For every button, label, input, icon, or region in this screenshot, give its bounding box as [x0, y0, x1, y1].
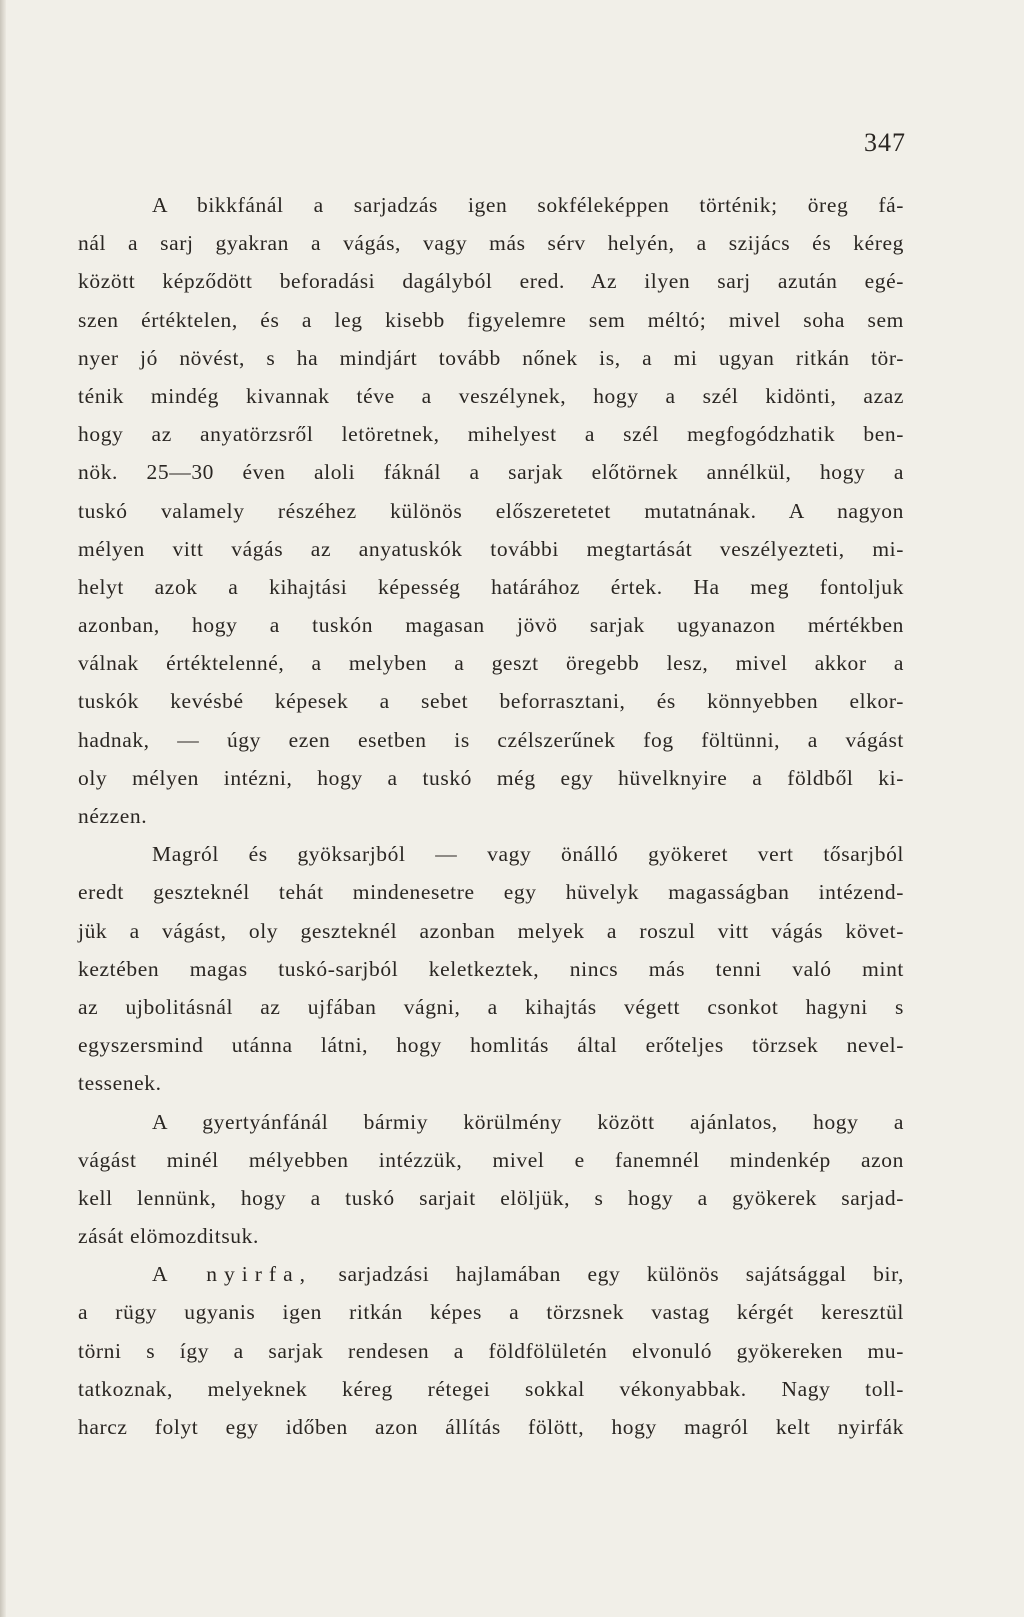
text-line: egyszersmind utánna látni, hogy homlitás által erőteljes törzsek nevel- [78, 1033, 904, 1058]
text-line: hadnak, — úgy ezen esetben is czélszerűnek fog föltünni, a vágást [78, 727, 904, 752]
text-line: zását elömozditsuk. [78, 1224, 259, 1249]
page-body [78, 186, 904, 1446]
text-line: vágást minél mélyebben intézzük, mivel e fanemnél mindenkép azon [78, 1147, 904, 1172]
text-line: nök. 25—30 éven aloli fáknál a sarjak előtörnek annélkül, hogy a [78, 460, 904, 485]
text-line: eredt geszteknél tehát mindenesetre egy hüvelyk magasságban intézend- [78, 880, 904, 905]
text-line: nézzen. [78, 804, 148, 828]
page-edge [0, 0, 6, 1617]
text-line: az ujbolitásnál az ujfában vágni, a kihajtás végett csonkot hagyni s [78, 994, 904, 1019]
text-line: Magról és gyöksarjból — vagy önálló gyökeret vert tősarjból [152, 842, 904, 867]
text-line: szen értéktelen, és a leg kisebb figyelemre sem méltó; mivel soha sem [78, 307, 904, 332]
spaced-word: A nyirfa, [152, 1262, 312, 1287]
text-line: törni s így a sarjak rendesen a földfölületén elvonuló gyökereken mu- [78, 1338, 904, 1363]
text-line: kell lennünk, hogy a tuskó sarjait elöljük, s hogy a gyökerek sarjad- [78, 1185, 904, 1210]
text-line: nál a sarj gyakran a vágás, vagy más sérv helyén, a szijács és kéreg [78, 231, 904, 256]
text-line: helyt azok a kihajtási képesség határához értek. Ha meg fontoljuk [78, 574, 904, 599]
text-line: között képződött beforadási dagályból ered. Az ilyen sarj azután egé- [78, 269, 904, 294]
text-line: tatkoznak, melyeknek kéreg rétegei sokkal vékonyabbak. Nagy toll- [78, 1376, 904, 1401]
text-line [78, 1255, 904, 1293]
text-line-rest: sarjadzási hajlamában egy különös sajátsággal bir, [338, 1262, 904, 1287]
text-line: mélyen vitt vágás az anyatuskók további megtartását veszélyezteti, mi- [78, 536, 904, 561]
text-line: ténik mindég kivannak téve a veszélynek, hogy a szél kidönti, azaz [78, 383, 904, 408]
text-line: keztében magas tuskó-sarjból keletkeztek, nincs más tenni való mint [78, 956, 904, 981]
page-number: 347 [864, 128, 906, 157]
text-line: válnak értéktelenné, a melyben a geszt öregebb lesz, mivel akkor a [78, 651, 904, 676]
text-line: azonban, hogy a tuskón magasan jövö sarjak ugyanazon mértékben [78, 613, 904, 638]
text-line: A bikkfánál a sarjadzás igen sokféleképpen történik; öreg fá- [152, 193, 904, 217]
text-line: tessenek. [78, 1071, 162, 1096]
text-line: tuskó valamely részéhez különös előszeretetet mutatnának. A nagyon [78, 498, 904, 523]
text-line: jük a vágást, oly geszteknél azonban melyek a roszul vitt vágás követ- [78, 918, 904, 943]
text-line: oly mélyen intézni, hogy a tuskó még egy hüvelknyire a földből ki- [78, 765, 904, 790]
text-line: tuskók kevésbé képesek a sebet beforrasztani, és könnyebben elkor- [78, 689, 904, 714]
text-line: harcz folyt egy időben azon állítás fölött, hogy magról kelt nyirfák [78, 1415, 904, 1439]
text-line: hogy az anyatörzsről letöretnek, mihelyest a szél megfogódzhatik ben- [78, 422, 904, 447]
text-line: A gyertyánfánál bármiy körülmény között ajánlatos, hogy a [152, 1109, 904, 1134]
text-line: a rügy ugyanis igen ritkán képes a törzsnek vastag kérgét keresztül [78, 1300, 904, 1325]
text-line: nyer jó növést, s ha mindjárt tovább nőnek is, a mi ugyan ritkán tör- [78, 345, 904, 370]
